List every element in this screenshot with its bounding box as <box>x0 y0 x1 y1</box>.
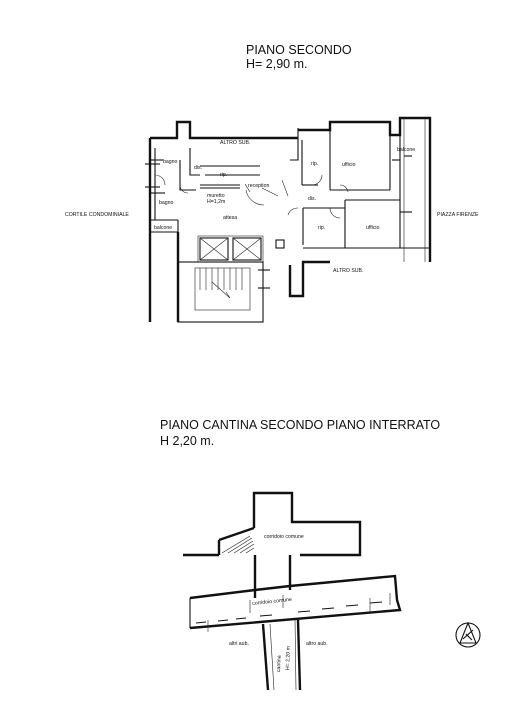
label-cortile: CORTILE CONDOMINIALE <box>65 212 129 218</box>
label-bagno-2: bagno <box>159 200 174 206</box>
label-balcone-2: balcone <box>154 225 173 231</box>
label-rip-2: rip. <box>311 161 319 167</box>
label-ufficio-1: ufficio <box>342 162 356 168</box>
label-cantina-height: H= 2,20 m <box>285 645 292 671</box>
label-bagno-1: bagno <box>163 159 178 165</box>
label-dis-2: dis. <box>308 196 317 202</box>
label-altro-sub-top: ALTRO SUB. <box>220 140 251 146</box>
label-rip-1: rip. <box>220 172 228 178</box>
label-reception: reception <box>248 183 270 189</box>
label-attesa: attesa <box>223 215 238 221</box>
label-altri-aub: altri aub. <box>229 641 249 647</box>
floor-height: H= 2,90 m. <box>246 57 308 71</box>
label-ufficio-2: ufficio <box>366 225 380 231</box>
north-arrow-icon <box>455 622 481 648</box>
label-muretto: muretto <box>207 193 225 199</box>
label-rip-3: rip. <box>318 225 326 231</box>
label-balcone-1: balcone <box>397 147 416 153</box>
basement-title: PIANO CANTINA SECONDO PIANO INTERRATO <box>160 418 441 432</box>
label-dis-1: dis. <box>194 165 203 171</box>
label-muretto-height: H=1,2m <box>207 199 226 205</box>
label-corridoio-2: corridoio comune <box>252 596 293 607</box>
label-altro-aub: altro aub. <box>306 641 328 647</box>
label-piazza: PIAZZA FIRENZE <box>437 212 479 218</box>
label-cantina: cantina <box>276 655 283 673</box>
basement-height: H 2,20 m. <box>160 434 215 448</box>
floor-title: PIANO SECONDO <box>246 43 352 57</box>
label-altro-sub-bottom: ALTRO SUB. <box>333 268 364 274</box>
label-corridoio-1: corridoio comune <box>264 534 304 540</box>
